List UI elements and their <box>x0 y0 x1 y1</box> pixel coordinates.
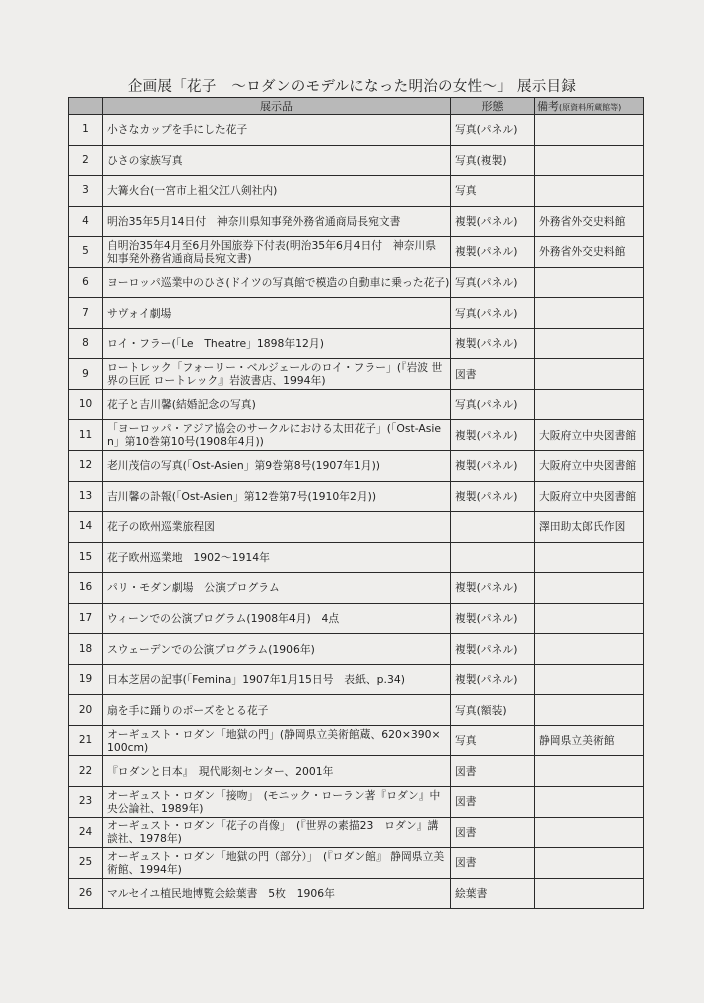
row-note: 外務省外交史料館 <box>535 237 644 268</box>
row-number: 14 <box>69 512 103 543</box>
row-kind: 複製(パネル) <box>451 420 535 451</box>
row-number: 12 <box>69 451 103 482</box>
row-item: 『ロダンと日本』 現代彫刻センター、2001年 <box>103 756 451 787</box>
table-row <box>69 664 644 695</box>
header-note-sub: (原資料所蔵館等) <box>559 103 622 112</box>
row-kind: 複製(パネル) <box>451 237 535 268</box>
table-row <box>69 787 644 818</box>
row-item: ヨーロッパ巡業中のひさ(ドイツの写真館で模造の自動車に乗った花子) <box>103 267 451 298</box>
row-item: ロートレック「フォーリー・ベルジェールのロイ・フラー」(『岩波 世界の巨匠 ロートレック』岩波書店、1994年) <box>103 359 451 390</box>
row-number: 11 <box>69 420 103 451</box>
table-row <box>69 573 644 604</box>
row-kind: 絵葉書 <box>451 878 535 909</box>
row-item: 花子の欧州巡業旅程図 <box>103 512 451 543</box>
table-body <box>69 115 644 909</box>
row-note <box>535 328 644 359</box>
row-number: 26 <box>69 878 103 909</box>
row-item: 花子と吉川馨(結婚記念の写真) <box>103 389 451 420</box>
row-note <box>535 787 644 818</box>
row-kind: 図書 <box>451 359 535 390</box>
table-row <box>69 237 644 268</box>
row-item: 吉川馨の訃報(「Ost-Asien」第12巻第7号(1910年2月)) <box>103 481 451 512</box>
row-item: オーギュスト・ロダン「花子の肖像」 (『世界の素描23 ロダン』講談社、1978年) <box>103 817 451 848</box>
table-row <box>69 695 644 726</box>
row-number: 6 <box>69 267 103 298</box>
row-number: 23 <box>69 787 103 818</box>
row-kind: 写真(複製) <box>451 145 535 176</box>
row-number: 25 <box>69 848 103 879</box>
row-number: 13 <box>69 481 103 512</box>
table-row <box>69 481 644 512</box>
table-row <box>69 359 644 390</box>
row-note <box>535 664 644 695</box>
page-title: 企画展「花子 ～ロダンのモデルになった明治の女性～」 展示目録 <box>127 79 577 95</box>
header-note-label: 備考 <box>537 100 559 113</box>
row-note <box>535 603 644 634</box>
row-note <box>535 389 644 420</box>
table-row <box>69 145 644 176</box>
table-header-row <box>69 98 644 115</box>
row-note <box>535 267 644 298</box>
row-item: サヴォイ劇場 <box>103 298 451 329</box>
row-kind: 写真(パネル) <box>451 389 535 420</box>
row-number: 3 <box>69 176 103 207</box>
row-number: 18 <box>69 634 103 665</box>
table-row <box>69 267 644 298</box>
row-item: ひさの家族写真 <box>103 145 451 176</box>
table-row <box>69 512 644 543</box>
exhibit-list-table <box>68 97 644 909</box>
row-note <box>535 817 644 848</box>
row-number: 2 <box>69 145 103 176</box>
row-number: 10 <box>69 389 103 420</box>
row-kind: 図書 <box>451 848 535 879</box>
table-row <box>69 389 644 420</box>
row-kind: 複製(パネル) <box>451 573 535 604</box>
table-row <box>69 725 644 756</box>
row-note <box>535 542 644 573</box>
row-kind: 写真 <box>451 725 535 756</box>
row-number: 8 <box>69 328 103 359</box>
row-number: 1 <box>69 115 103 146</box>
row-kind: 図書 <box>451 817 535 848</box>
row-number: 20 <box>69 695 103 726</box>
table-row <box>69 298 644 329</box>
row-note <box>535 634 644 665</box>
row-number: 4 <box>69 206 103 237</box>
row-item: 明治35年5月14日付 神奈川県知事発外務省通商局長宛文書 <box>103 206 451 237</box>
row-item: マルセイユ植民地博覧会絵葉書 5枚 1906年 <box>103 878 451 909</box>
table-row <box>69 115 644 146</box>
row-number: 24 <box>69 817 103 848</box>
row-item: オーギュスト・ロダン「接吻」 (モニック・ローラン著『ロダン』中央公論社、1989年) <box>103 787 451 818</box>
table-row <box>69 878 644 909</box>
row-note: 大阪府立中央図書館 <box>535 420 644 451</box>
row-item: ロイ・フラー(「Le Theatre」1898年12月) <box>103 328 451 359</box>
row-kind: 写真(パネル) <box>451 115 535 146</box>
row-note: 澤田助太郎氏作図 <box>535 512 644 543</box>
row-item: オーギュスト・ロダン「地獄の門（部分）」 (『ロダン館』 静岡県立美術館、1994年) <box>103 848 451 879</box>
row-note <box>535 573 644 604</box>
row-note <box>535 298 644 329</box>
table-row <box>69 451 644 482</box>
row-note <box>535 878 644 909</box>
row-number: 17 <box>69 603 103 634</box>
row-note <box>535 756 644 787</box>
table-row <box>69 420 644 451</box>
table-row <box>69 206 644 237</box>
row-kind: 複製(パネル) <box>451 603 535 634</box>
row-note: 大阪府立中央図書館 <box>535 451 644 482</box>
header-note <box>535 98 644 115</box>
table-row <box>69 848 644 879</box>
row-item: 小さなカップを手にした花子 <box>103 115 451 146</box>
table-row <box>69 817 644 848</box>
header-kind: 形態 <box>451 98 535 115</box>
row-item: 大篝火台(一宮市上祖父江八剣社内) <box>103 176 451 207</box>
row-item: 扇を手に踊りのポーズをとる花子 <box>103 695 451 726</box>
row-note <box>535 115 644 146</box>
row-number: 22 <box>69 756 103 787</box>
row-note <box>535 695 644 726</box>
row-kind: 複製(パネル) <box>451 664 535 695</box>
row-note: 外務省外交史料館 <box>535 206 644 237</box>
row-item: 自明治35年4月至6月外国旅券下付表(明治35年6月4日付 神奈川県知事発外務省通商局長宛文書) <box>103 237 451 268</box>
table-row <box>69 328 644 359</box>
row-item: 「ヨーロッパ・アジア協会のサークルにおける太田花子」(「Ost-Asien」第10巻第10号(1908年4月)) <box>103 420 451 451</box>
row-kind: 写真 <box>451 176 535 207</box>
row-note <box>535 359 644 390</box>
row-kind: 写真(額装) <box>451 695 535 726</box>
row-item: パリ・モダン劇場 公演プログラム <box>103 573 451 604</box>
row-note <box>535 176 644 207</box>
table-row <box>69 542 644 573</box>
row-kind: 複製(パネル) <box>451 328 535 359</box>
row-kind: 図書 <box>451 756 535 787</box>
row-note: 静岡県立美術館 <box>535 725 644 756</box>
row-number: 16 <box>69 573 103 604</box>
row-number: 9 <box>69 359 103 390</box>
row-item: オーギュスト・ロダン「地獄の門」(静岡県立美術館蔵、620×390×100cm) <box>103 725 451 756</box>
row-kind: 複製(パネル) <box>451 451 535 482</box>
header-item: 展示品 <box>103 98 451 115</box>
row-item: 花子欧州巡業地 1902～1914年 <box>103 542 451 573</box>
row-number: 7 <box>69 298 103 329</box>
row-kind: 複製(パネル) <box>451 206 535 237</box>
row-number: 15 <box>69 542 103 573</box>
row-item: 日本芝居の記事(「Femina」1907年1月15日号 表紙、p.34) <box>103 664 451 695</box>
row-note: 大阪府立中央図書館 <box>535 481 644 512</box>
table-row <box>69 603 644 634</box>
row-item: 老川茂信の写真(「Ost-Asien」第9巻第8号(1907年1月)) <box>103 451 451 482</box>
row-kind: 写真(パネル) <box>451 267 535 298</box>
row-item: スウェーデンでの公演プログラム(1906年) <box>103 634 451 665</box>
table-row <box>69 176 644 207</box>
row-kind <box>451 542 535 573</box>
header-number <box>69 98 103 115</box>
row-item: ウィーンでの公演プログラム(1908年4月) 4点 <box>103 603 451 634</box>
row-kind: 複製(パネル) <box>451 481 535 512</box>
row-note <box>535 848 644 879</box>
row-note <box>535 145 644 176</box>
row-number: 5 <box>69 237 103 268</box>
row-number: 19 <box>69 664 103 695</box>
row-kind: 写真(パネル) <box>451 298 535 329</box>
row-kind: 複製(パネル) <box>451 634 535 665</box>
table-row <box>69 756 644 787</box>
row-kind <box>451 512 535 543</box>
row-number: 21 <box>69 725 103 756</box>
table-row <box>69 634 644 665</box>
row-kind: 図書 <box>451 787 535 818</box>
